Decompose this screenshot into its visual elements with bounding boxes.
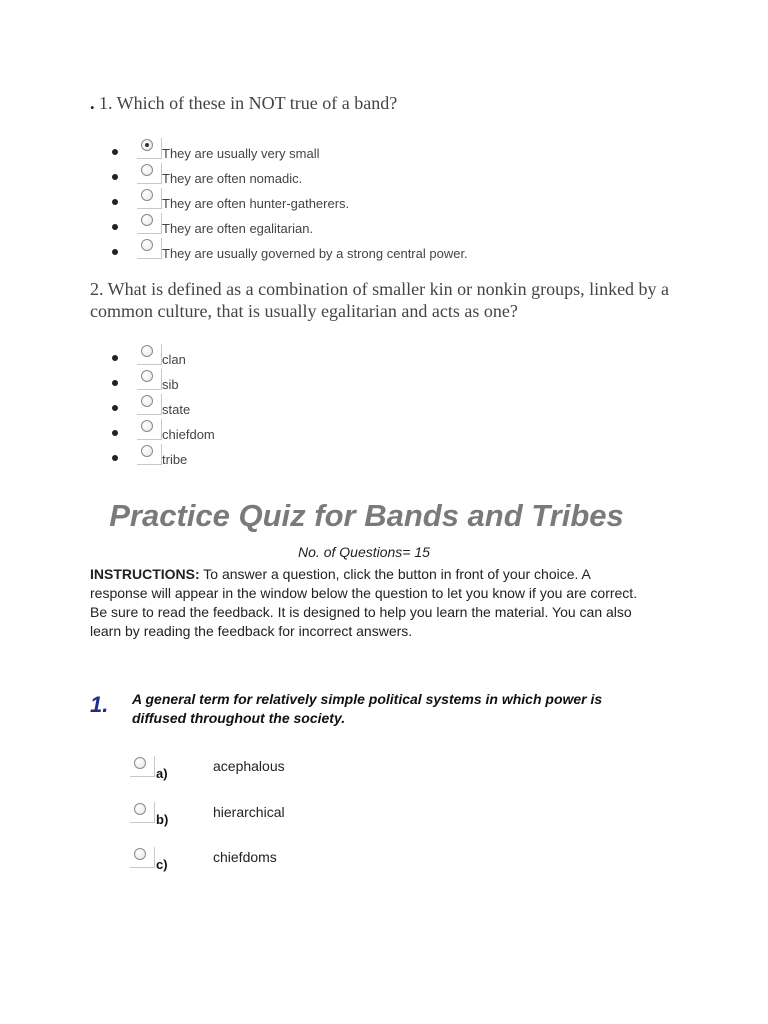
radio-button-icon[interactable] (141, 139, 153, 151)
radio-cell (130, 802, 155, 823)
radio-button-icon[interactable] (141, 189, 153, 201)
lead-dot: . (90, 93, 95, 113)
option-letter: c) (156, 857, 168, 872)
option-item (112, 188, 672, 213)
radio-button-icon[interactable] (134, 848, 146, 860)
radio-cell (137, 344, 162, 365)
bullet-icon (112, 355, 118, 361)
option-item (112, 419, 672, 444)
option-label: state (162, 402, 191, 417)
option-answer: acephalous (213, 758, 285, 774)
bullet-icon (112, 405, 118, 411)
quiz-option-c (130, 851, 430, 877)
question-2-options (112, 344, 672, 469)
instructions (90, 565, 650, 641)
option-letter: a) (156, 766, 168, 781)
radio-button-icon[interactable] (141, 239, 153, 251)
radio-cell (137, 419, 162, 440)
radio-cell (137, 213, 162, 234)
bullet-icon (112, 224, 118, 230)
option-item (112, 369, 672, 394)
option-answer: hierarchical (213, 804, 285, 820)
radio-cell (130, 756, 155, 777)
quiz-option-a (130, 760, 430, 786)
bullet-icon (112, 249, 118, 255)
radio-cell (137, 394, 162, 415)
bullet-icon (112, 455, 118, 461)
bullet-icon (112, 430, 118, 436)
radio-cell (137, 188, 162, 209)
question-1-text: 1. Which of these in NOT true of a band? (99, 93, 398, 113)
option-item (112, 163, 672, 188)
radio-button-icon[interactable] (141, 214, 153, 226)
bullet-icon (112, 174, 118, 180)
option-label: They are often egalitarian. (162, 221, 314, 236)
radio-button-icon[interactable] (141, 164, 153, 176)
option-label: chiefdom (162, 427, 215, 442)
option-letter: b) (156, 812, 169, 827)
bullet-icon (112, 149, 118, 155)
option-label: They are usually very small (162, 146, 320, 161)
option-label: They are often hunter-gatherers. (162, 196, 350, 211)
radio-button-icon[interactable] (141, 345, 153, 357)
question-count: No. of Questions= 15 (298, 544, 430, 560)
radio-cell (130, 847, 155, 868)
option-label: They are usually governed by a strong central power. (162, 246, 468, 261)
radio-cell (137, 369, 162, 390)
quiz-question-text: A general term for relatively simple political systems in which power is diffused throughout the society. (132, 691, 603, 726)
option-label: They are often nomadic. (162, 171, 303, 186)
question-2-title: 2. What is defined as a combination of smaller kin or nonkin groups, linked by a common culture, that is usually egalitarian and acts as one? (90, 279, 670, 321)
radio-button-icon[interactable] (134, 803, 146, 815)
option-item (112, 344, 672, 369)
quiz-option-b (130, 806, 430, 832)
instructions-text: To answer a question, click the button in front of your choice. A response will appear in the window below the question to let you know if you are correct. Be sure to read the feedback. It is designed to help you learn the material. You can also learn by reading the feedback for incorrect answers. (90, 566, 638, 639)
question-1-title (90, 92, 690, 114)
radio-button-icon[interactable] (134, 757, 146, 769)
option-item (112, 213, 672, 238)
option-item (112, 138, 672, 163)
option-item (112, 394, 672, 419)
bullet-icon (112, 380, 118, 386)
radio-button-icon[interactable] (141, 445, 153, 457)
option-label: sib (162, 377, 179, 392)
quiz-question-number: 1. (90, 692, 109, 717)
radio-button-icon[interactable] (141, 420, 153, 432)
instructions-label: INSTRUCTIONS: (90, 566, 200, 582)
question-1-options (112, 138, 672, 263)
option-label: clan (162, 352, 186, 367)
radio-cell (137, 163, 162, 184)
option-label: tribe (162, 452, 188, 467)
radio-button-icon[interactable] (141, 395, 153, 407)
option-item (112, 444, 672, 469)
option-answer: chiefdoms (213, 849, 277, 865)
option-item (112, 238, 672, 263)
radio-button-icon[interactable] (141, 370, 153, 382)
radio-cell (137, 238, 162, 259)
bullet-icon (112, 199, 118, 205)
radio-cell (137, 138, 162, 159)
quiz-title: Practice Quiz for Bands and Tribes (109, 498, 624, 533)
radio-cell (137, 444, 162, 465)
